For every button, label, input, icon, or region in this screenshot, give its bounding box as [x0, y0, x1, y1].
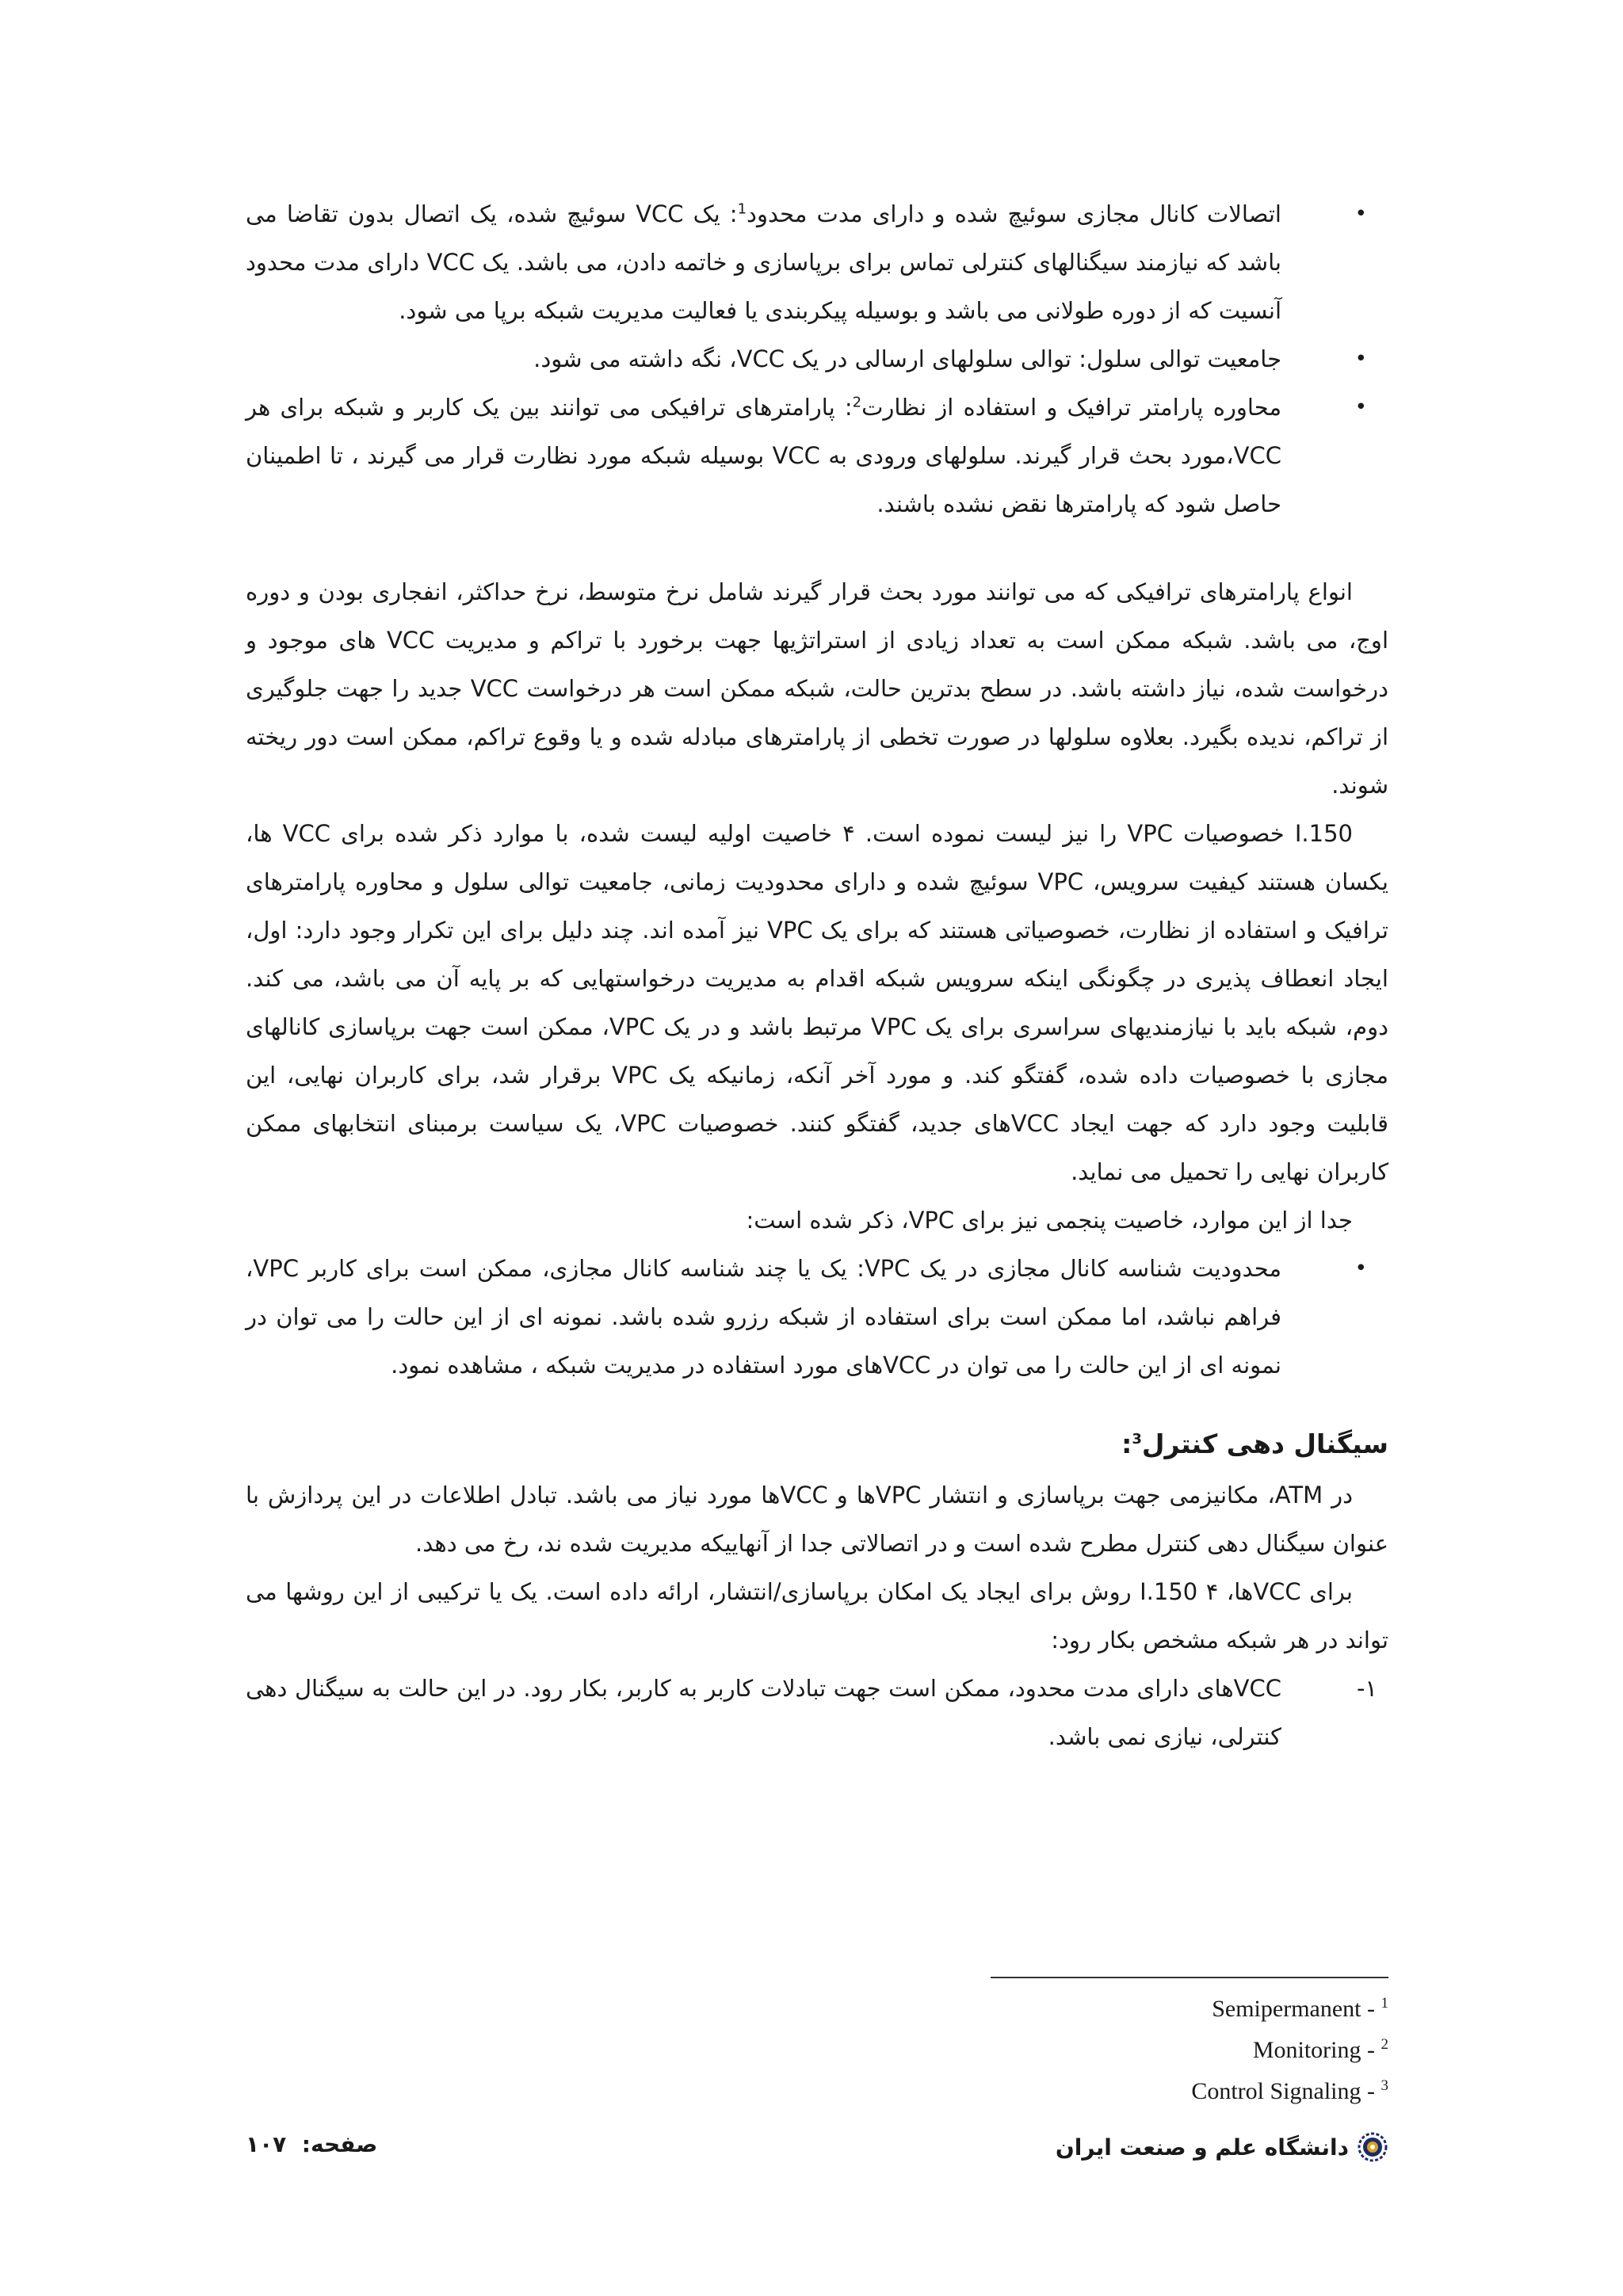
paragraph-fifth-property: جدا از این موارد، خاصیت پنجمی نیز برای VPC، ذکر شده است: — [746, 1207, 1353, 1234]
page-label: صفحه: — [301, 2131, 378, 2157]
footnote-number: 2 — [1381, 2036, 1388, 2053]
footer-page-number — [246, 2131, 377, 2157]
list-item — [246, 1245, 1388, 1390]
bullet-text: محدودیت شناسه کانال مجازی در یک VPC: یک یا چند شناسه کانال مجازی، ممکن است برای کاربر VPC، فراهم نباشد، اما ممکن است برای استفاده از شبکه رزرو شده باشد. نمونه ای از این حالت را می توان در نمونه ای از این حالت را می توان در VCCهای مورد استفاده در مدیریت شبکه ، مشاهده نمود. — [246, 1255, 1282, 1379]
footnote — [1191, 2071, 1388, 2112]
footnote-separator — [991, 1977, 1388, 1978]
footnote — [1191, 1989, 1388, 2030]
footnote-ref[interactable]: 2 — [852, 394, 862, 411]
paragraph-vcc-methods: برای VCCها، I.150 ۴ روش برای ایجاد یک امکان برپاسازی/انتشار، ارائه داده است. یک یا ترکیبی از این روشها می تواند در هر شبکه مشخص بکار رود: — [246, 1578, 1388, 1653]
body-content — [246, 190, 1388, 1761]
footnote-ref[interactable]: 3 — [1132, 1431, 1142, 1447]
footnote-text: Monitoring - — [1252, 2037, 1381, 2063]
footnote-ref[interactable]: 1 — [737, 200, 747, 218]
bullet-text: : پارامترهای ترافیکی می توانند بین یک کاربر و شبکه برای هر VCC،مورد بحث قرار گیرند. سلولهای ورودی به VCC بوسیله شبکه مورد نظارت قرار می گیرند ، تا اطمینان حاصل شود که پارامترها نقض نشده باشند. — [246, 394, 1281, 517]
page-number: ۱۰۷ — [246, 2131, 287, 2157]
bullet-list-1 — [246, 190, 1388, 528]
paragraph-traffic-parameters: انواع پارامترهای ترافیکی که می توانند مورد بحث قرار گیرند شامل نرخ متوسط، نرخ حداکثر، انفجاری بودن و دوره اوج، می باشد. شبکه ممکن است به تعداد زیادی از استراتژیها جهت برخورد با تراکم و مدیریت VCC های موجود و درخواست شده، نیاز داشته باشد. در سطح بدترین حالت، شبکه ممکن است هر درخواست VCC جدید را جهت جلوگیری از تراکم، ندیده بگیرد. بعلاوه سلولها در صورت تخطی از پارامترهای مبادله شده و یا وقوع تراکم، ممکن است دور ریخته شوند. — [246, 578, 1388, 799]
list-item — [246, 190, 1388, 335]
footnotes — [1191, 1989, 1388, 2112]
paragraph-vpc-properties: I.150 خصوصیات VPC را نیز لیست نموده است. ۴ خاصیت اولیه لیست شده، با موارد ذکر شده برای VCC ها، یکسان هستند کیفیت سرویس، VPC سوئیچ شده و دارای محدودیت زمانی، جامعیت توالی سلول و محاوره پارامترهای ترافیک و استفاده از نظارت، خصوصیاتی هستند که برای یک VPC نیز آمده اند. چند دلیل برای این تکرار وجود دارد: اول، ایجاد انعطاف پذیری در چگونگی اینکه سرویس شبکه اقدام به مدیریت درخواستهایی که بر پایه آن می باشد، می کند. دوم، شبکه باید با نیازمندیهای سراسری برای یک VPC مرتبط باشد و در یک VPC، ممکن است جهت برپاسازی کانالهای مجازی با خصوصیات داده شده، گفتگو کند. و مورد آخر آنکه، زمانیکه یک VPC برقرار شد، برای کاربران نهایی، این قابلیت وجود دارد که جهت ایجاد VCCهای جدید، گفتگو کنند. خصوصیات VPC، یک سیاست برمبنای انتخابهای ممکن کاربران نهایی را تحمیل می نماید. — [246, 820, 1389, 1185]
section-heading — [246, 1420, 1388, 1468]
footer-university — [1056, 2131, 1388, 2163]
university-logo-icon — [1357, 2131, 1388, 2163]
spacer — [246, 528, 1388, 568]
list-item — [246, 335, 1388, 383]
item-number: ۱- — [1356, 1675, 1377, 1702]
bullet-text: : یک VCC سوئیچ شده، یک اتصال بدون تقاضا می باشد که نیازمند سیگنالهای کنترلی تماس برای برپاسازی و خاتمه دادن، می باشد. یک VCC دارای مدت محدود آنسیت که از دوره طولانی می باشد و بوسیله پیکربندی یا فعالیت مدیریت شبکه برپا می شود. — [246, 200, 1281, 324]
list-item — [246, 383, 1388, 528]
bullet-text: اتصالات کانال مجازی سوئیچ شده و دارای مدت محدود — [747, 200, 1281, 227]
bullet-text: جامعیت توالی سلول: توالی سلولهای ارسالی در یک VCC، نگه داشته می شود. — [533, 345, 1281, 372]
heading-suffix: : — [1121, 1428, 1132, 1459]
heading-text: سیگنال دهی کنترل — [1141, 1428, 1388, 1459]
university-name: دانشگاه علم و صنعت ایران — [1055, 2134, 1349, 2161]
item-text: VCCهای دارای مدت محدود، ممکن است جهت تبادلات کاربر به کاربر، بکار رود. در این حالت به سیگنال دهی کنترلی، نیازی نمی باشد. — [246, 1675, 1281, 1750]
footnote-number: 1 — [1381, 1995, 1388, 2012]
footnote-text: Control Signaling - — [1191, 2078, 1381, 2104]
bullet-text: محاوره پارامتر ترافیک و استفاده از نظارت — [861, 394, 1282, 421]
numbered-item — [246, 1665, 1388, 1761]
paragraph-atm-signaling: در ATM، مکانیزمی جهت برپاسازی و انتشار VPCها و VCCها مورد نیاز می باشد. تبادل اطلاعات در این پردازش با عنوان سیگنال دهی کنترل مطرح شده است و در اتصالاتی جدا از آنهاییکه مدیریت شده ند، رخ می دهد. — [246, 1482, 1388, 1557]
footnote-text: Semipermanent - — [1212, 1996, 1381, 2022]
footnote-number: 3 — [1381, 2077, 1388, 2094]
bullet-list-2 — [246, 1245, 1388, 1390]
footnote — [1191, 2030, 1388, 2071]
